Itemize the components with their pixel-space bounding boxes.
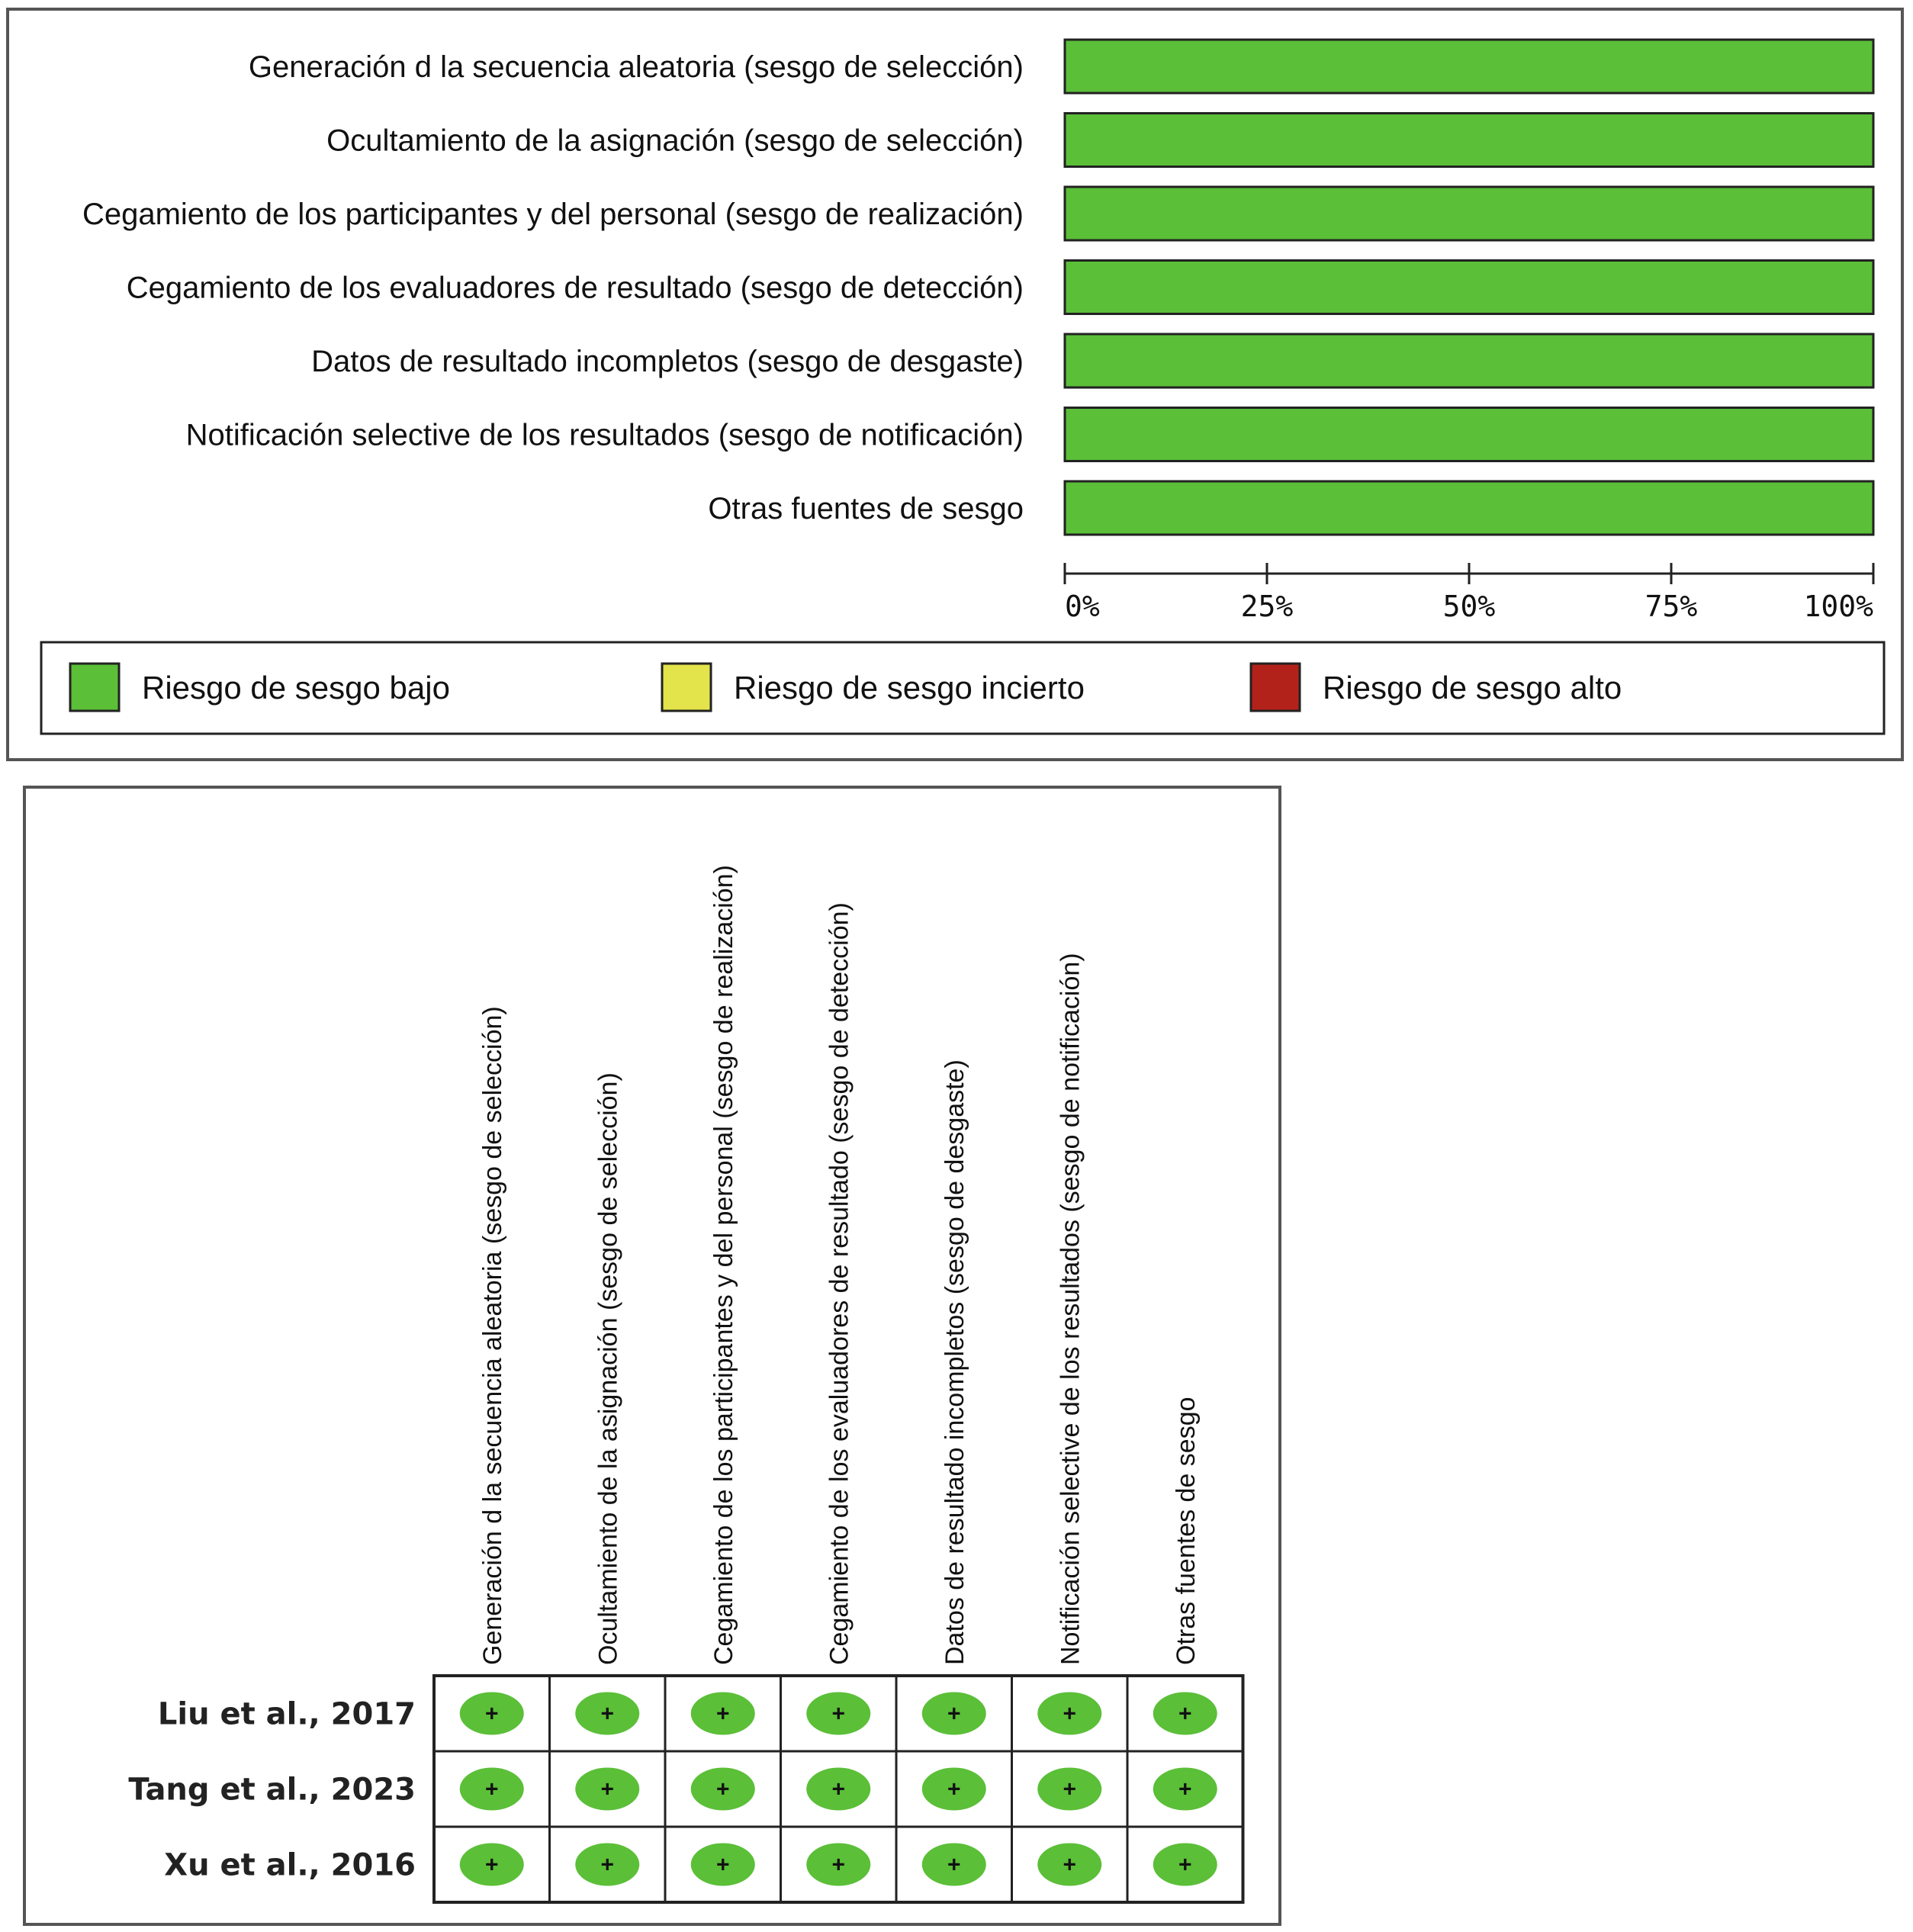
bar-low-risk: [1065, 40, 1873, 93]
summary-table: [26, 789, 1278, 1923]
bar-low-risk: [1065, 261, 1873, 314]
column-header: Generación d la secuencia aleatoria (sesgo de selección): [477, 1006, 507, 1665]
rating-symbol: +: [1178, 1852, 1192, 1878]
legend-label: Riesgo de sesgo bajo: [142, 670, 450, 706]
category-label: Cegamiento de los evaluadores de resultado (sesgo de detección): [126, 271, 1024, 305]
rating-symbol: +: [715, 1852, 730, 1878]
rating-symbol: +: [600, 1701, 615, 1727]
bar-low-risk: [1065, 114, 1873, 167]
rating-symbol: +: [947, 1701, 961, 1727]
bar-low-risk: [1065, 408, 1873, 461]
study-label: Liu et al., 2017: [157, 1696, 416, 1732]
legend-swatch-unclear: [662, 664, 711, 711]
column-header: Otras fuentes de sesgo: [1171, 1397, 1201, 1665]
rating-symbol: +: [1178, 1701, 1192, 1727]
study-label: Xu et al., 2016: [164, 1847, 416, 1883]
x-tick-label: 75%: [1645, 590, 1698, 623]
legend-label: Riesgo de sesgo incierto: [734, 670, 1085, 706]
rating-symbol: +: [1178, 1776, 1192, 1802]
rating-symbol: +: [947, 1852, 961, 1878]
bar-low-risk: [1065, 481, 1873, 535]
column-header: Cegamiento de los evaluadores de resultado (sesgo de detección): [825, 902, 854, 1665]
x-tick-label: 50%: [1442, 590, 1496, 623]
rating-symbol: +: [484, 1701, 499, 1727]
rating-symbol: +: [831, 1776, 846, 1802]
rating-symbol: +: [1063, 1701, 1077, 1727]
study-label: Tang et al., 2023: [128, 1772, 416, 1808]
category-label: Generación d la secuencia aleatoria (sesgo de selección): [248, 50, 1024, 84]
rating-symbol: +: [600, 1776, 615, 1802]
bar-chart: [9, 11, 1901, 758]
category-label: Datos de resultado incompletos (sesgo de desgaste): [311, 345, 1024, 378]
rating-symbol: +: [947, 1776, 961, 1802]
legend-swatch-high: [1251, 664, 1300, 711]
column-header: Cegamiento de los participantes y del personal (sesgo de realización): [709, 865, 738, 1665]
rating-symbol: +: [600, 1852, 615, 1878]
bar-low-risk: [1065, 334, 1873, 387]
rating-symbol: +: [831, 1852, 846, 1878]
category-label: Notificación selective de los resultados (sesgo de notificación): [185, 418, 1024, 452]
category-label: Otras fuentes de sesgo: [708, 492, 1024, 526]
legend: [41, 642, 1884, 734]
category-label: Ocultamiento de la asignación (sesgo de selección): [326, 124, 1024, 158]
column-header: Ocultamiento de la asignación (sesgo de selección): [593, 1072, 623, 1665]
risk-of-bias-graph: [6, 8, 1904, 761]
rating-symbol: +: [715, 1701, 730, 1727]
rating-symbol: +: [831, 1701, 846, 1727]
category-label: Cegamiento de los participantes y del personal (sesgo de realización): [82, 198, 1024, 231]
rating-symbol: +: [484, 1776, 499, 1802]
legend-swatch-low: [70, 664, 119, 711]
x-tick-label: 100%: [1803, 590, 1873, 623]
column-header: Datos de resultado incompletos (sesgo de desgaste): [940, 1059, 969, 1665]
rating-symbol: +: [1063, 1776, 1077, 1802]
x-tick-label: 25%: [1240, 590, 1294, 623]
legend-label: Riesgo de sesgo alto: [1323, 670, 1622, 706]
rating-symbol: +: [484, 1852, 499, 1878]
column-header: Notificación selective de los resultados (sesgo de notificación): [1056, 953, 1085, 1665]
risk-of-bias-summary: [23, 786, 1281, 1926]
rating-symbol: +: [1063, 1852, 1077, 1878]
bar-low-risk: [1065, 187, 1873, 240]
x-tick-label: 0%: [1065, 590, 1100, 623]
rating-symbol: +: [715, 1776, 730, 1802]
